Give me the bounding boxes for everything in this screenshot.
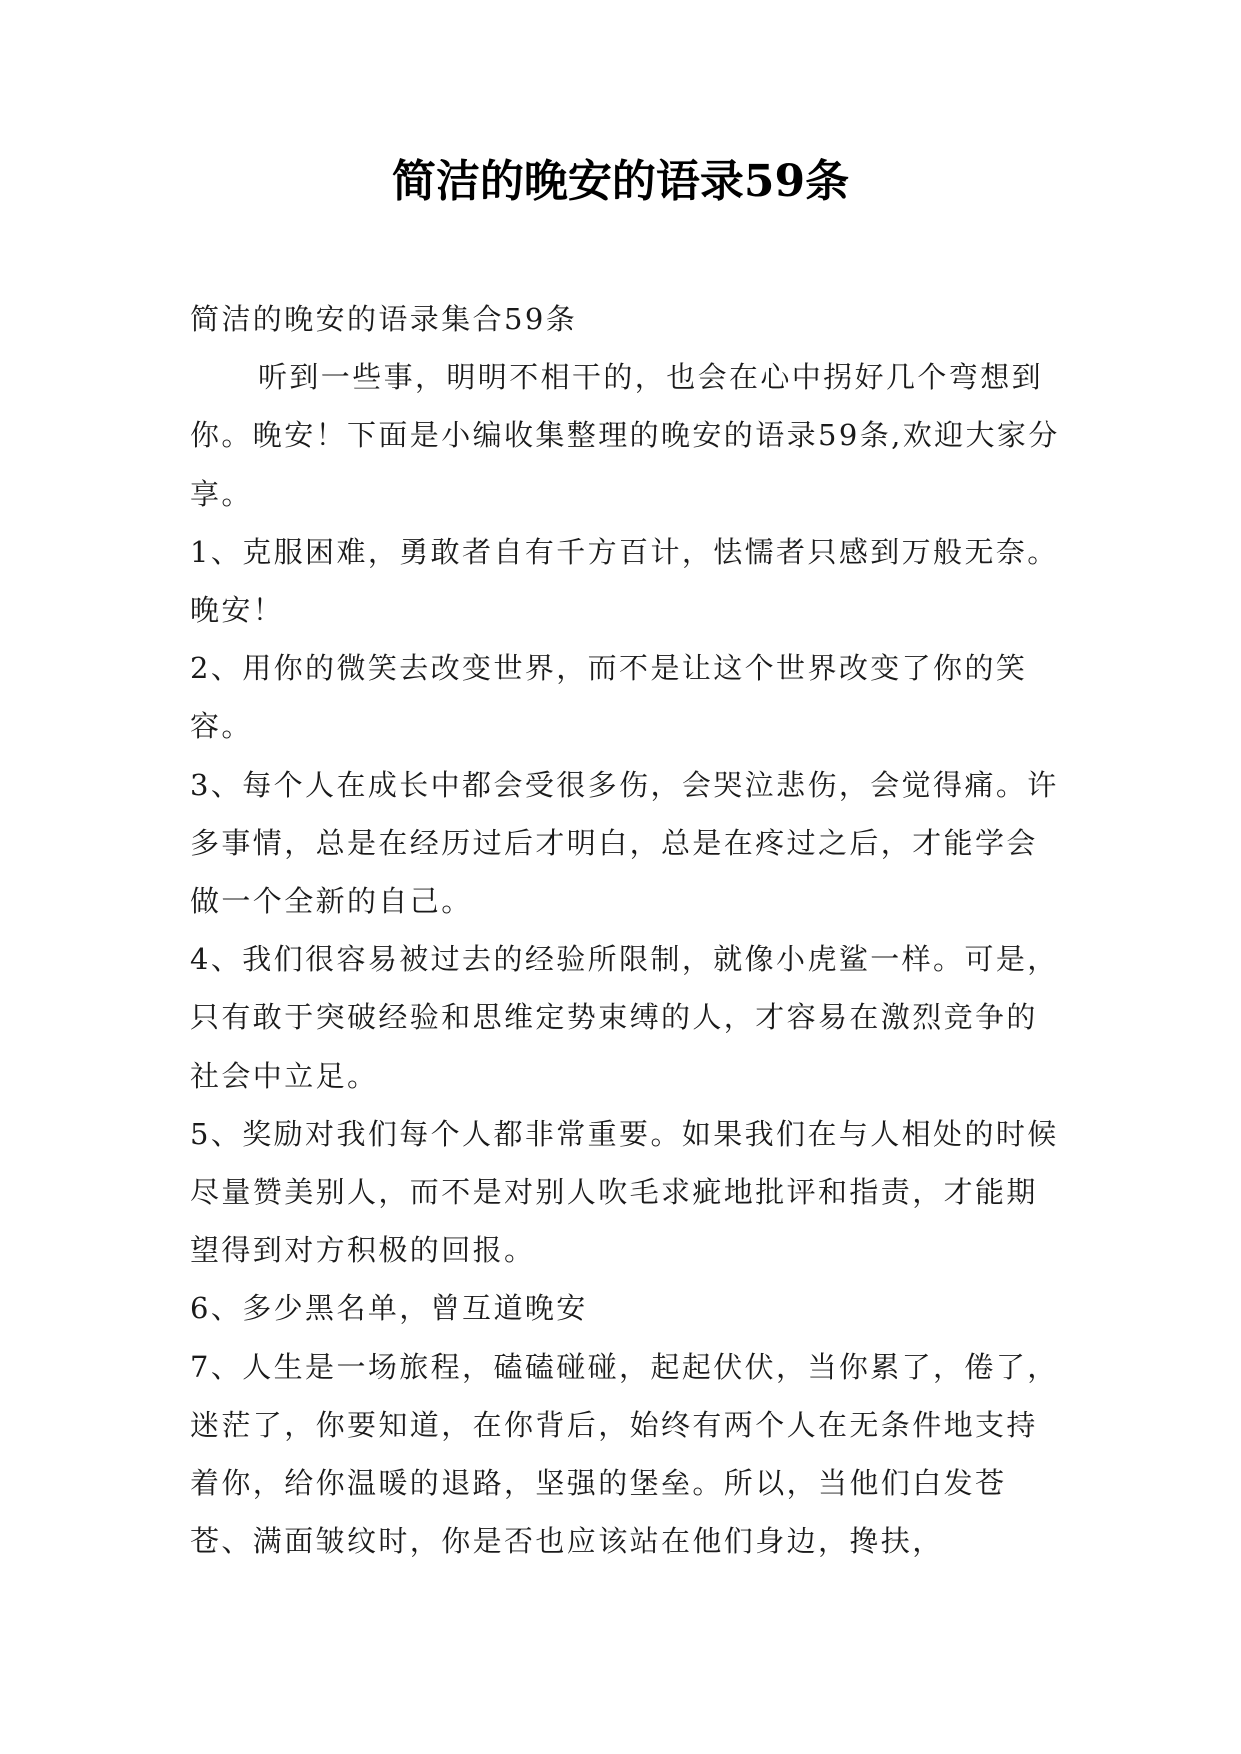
quote-item-3: 3、每个人在成长中都会受很多伤，会哭泣悲伤，会觉得痛。许多事情，总是在经历过后才明白，总是在疼过之后，才能学会做一个全新的自己。 [190, 767, 1059, 919]
quote-item-2: 2、用你的微笑去改变世界，而不是让这个世界改变了你的笑容。 [190, 651, 1028, 744]
quote-item-5: 5、奖励对我们每个人都非常重要。如果我们在与人相处的时候尽量赞美别人，而不是对别人吹毛求疵地批评和指责，才能期望得到对方积极的回报。 [190, 1116, 1059, 1268]
quote-item-4: 4、我们很容易被过去的经验所限制，就像小虎鲨一样。可是，只有敢于突破经验和思维定势束缚的人，才容易在激烈竞争的社会中立足。 [190, 942, 1059, 1093]
quote-item-1: 1、克服困难，勇敢者自有千方百计，怯懦者只感到万般无奈。晚安！ [190, 534, 1059, 628]
document-body [190, 290, 1065, 1570]
quote-item-7: 7、人生是一场旅程，磕磕碰碰，起起伏伏，当你累了，倦了，迷茫了，你要知道，在你背后，始终有两个人在无条件地支持着你，给你温暖的退路，坚强的堡垒。所以，当他们白发苍苍、满面皱纹时，你是否也应该站在他们身边，搀扶， [190, 1349, 1059, 1559]
intro-paragraph: 听到一些事，明明不相干的，也会在心中拐好几个弯想到你。晚安！下面是小编收集整理的晚安的语录59条,欢迎大家分享。 [190, 360, 1060, 511]
document-subtitle: 简洁的晚安的语录集合59条 [190, 302, 578, 336]
document-title: 简洁的晚安的语录59条 [391, 156, 850, 207]
quote-item-6: 6、多少黑名单，曾互道晚安 [190, 1291, 588, 1326]
